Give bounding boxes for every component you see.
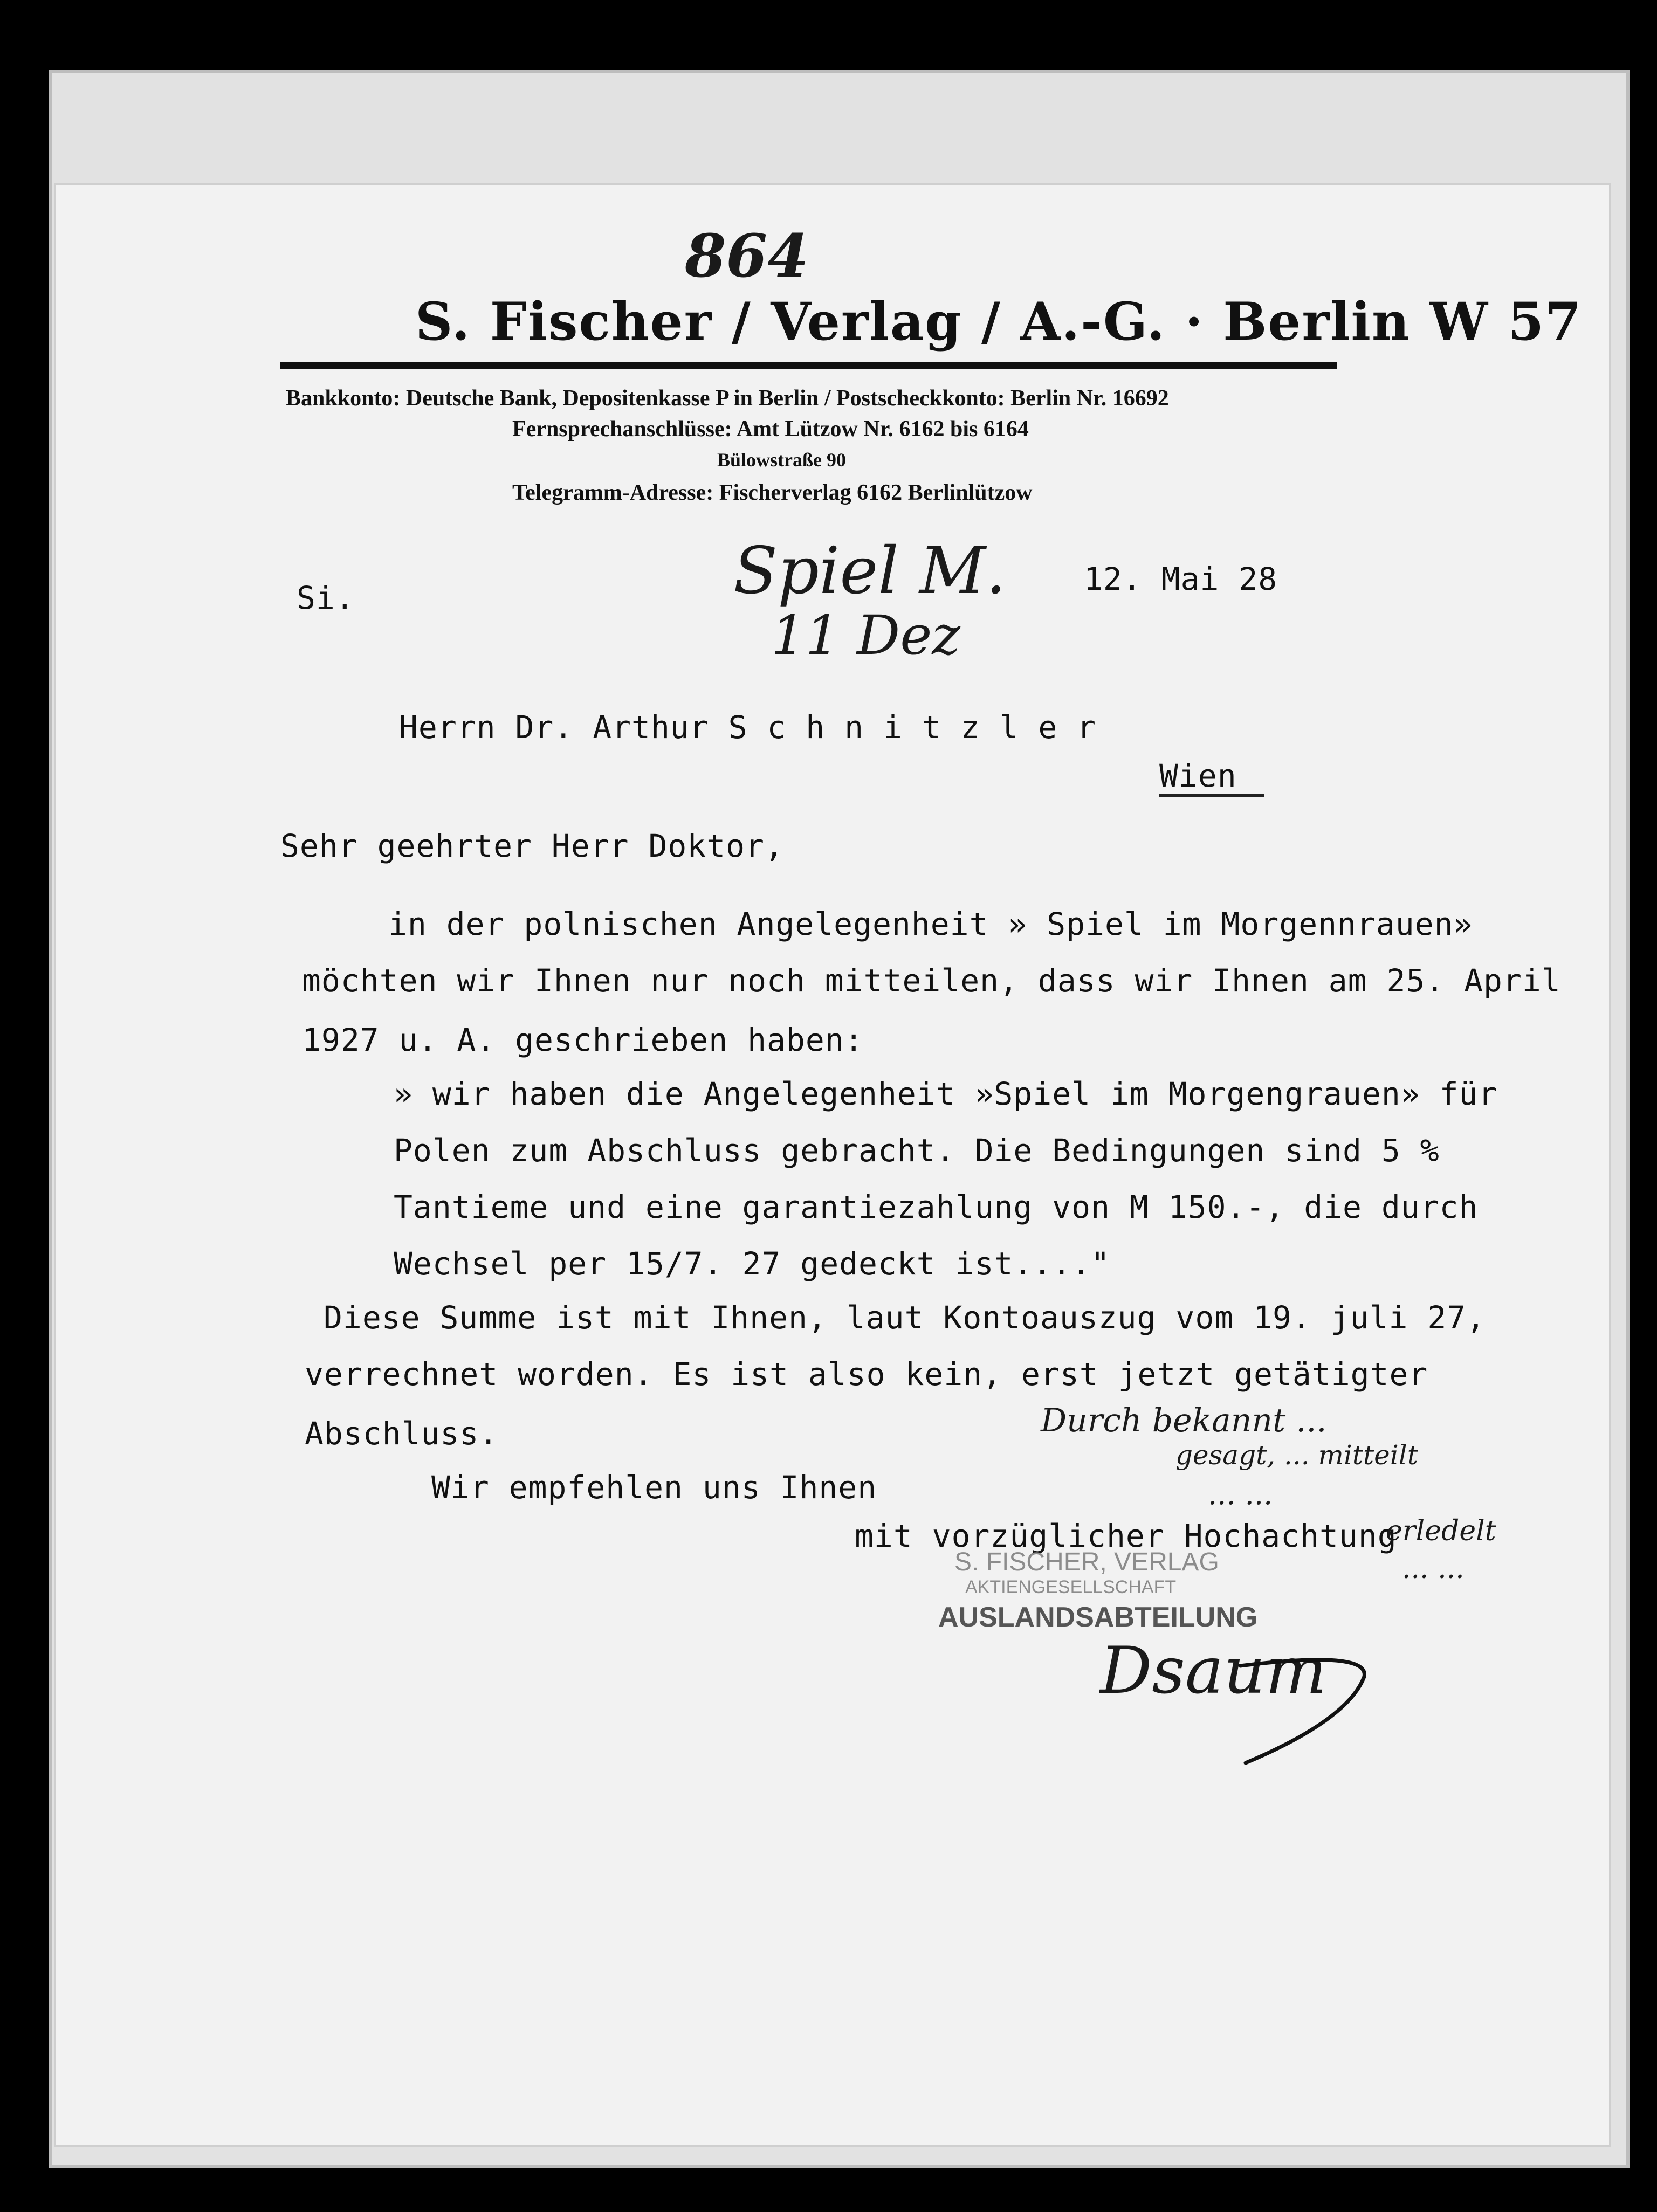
letterhead-rule xyxy=(280,362,1337,369)
quote-line-2: Polen zum Abschluss gebracht. Die Bedingungen sind 5 % xyxy=(394,1132,1440,1169)
quote-line-3: Tantieme und eine garantiezahlung von M 150.-, die durch xyxy=(394,1189,1479,1225)
body-paragraph-2-line-1: Diese Summe ist mit Ihnen, laut Kontoauszug vom 19. juli 27, xyxy=(324,1299,1486,1336)
handwritten-note-top-2: 11 Dez xyxy=(771,604,961,667)
body-paragraph-2-line-2: verrechnet worden. Es ist also kein, erst jetzt getätigter xyxy=(305,1356,1428,1393)
company-stamp-line-2: AKTIENGESELLSCHAFT xyxy=(965,1577,1177,1597)
company-stamp-line-3: AUSLANDSABTEILUNG xyxy=(938,1602,1258,1633)
body-paragraph-1-line-1: in der polnischen Angelegenheit » Spiel im Morgennrauen» xyxy=(388,906,1473,942)
company-stamp-line-1: S. FISCHER, VERLAG xyxy=(954,1548,1219,1576)
quote-line-4: Wechsel per 15/7. 27 gedeckt ist...." xyxy=(394,1245,1111,1282)
handwritten-margin-note-3: ... ... xyxy=(1208,1477,1273,1511)
handwritten-margin-note-2: gesagt, ... mitteilt xyxy=(1175,1439,1418,1471)
archive-number: 864 xyxy=(685,221,809,291)
handwritten-note-top-1: Spiel M. xyxy=(733,534,1006,609)
letter-date: 12. Mai 28 xyxy=(1084,561,1278,597)
handwritten-margin-note-4: erledelt xyxy=(1386,1515,1496,1547)
letterhead-title: S. Fischer / Verlag / A.-G. · Berlin W 57 xyxy=(415,291,1583,352)
quote-line-1: » wir haben die Angelegenheit »Spiel im Morgengrauen» für xyxy=(394,1076,1498,1112)
body-paragraph-2-line-3: Abschluss. xyxy=(305,1415,499,1452)
letterhead-phone-line: Fernsprechanschlüsse: Amt Lützow Nr. 6162 bis 6164 xyxy=(512,417,1029,442)
letterhead-street-line: Bülowstraße 90 xyxy=(717,449,847,471)
letterhead-bank-line: Bankkonto: Deutsche Bank, Depositenkasse P in Berlin / Postscheckkonto: Berlin Nr. 16692 xyxy=(286,386,1169,411)
signature-flourish xyxy=(1229,1644,1402,1774)
body-paragraph-1-line-3: 1927 u. A. geschrieben haben: xyxy=(302,1022,864,1058)
body-paragraph-1-line-2: möchten wir Ihnen nur noch mitteilen, dass wir Ihnen am 25. April xyxy=(302,962,1561,999)
reference-mark: Si. xyxy=(297,580,355,616)
handwritten-margin-note-5: ... ... xyxy=(1402,1553,1465,1585)
closing-regards: mit vorzüglicher Hochachtung xyxy=(855,1518,1397,1554)
letterhead-telegram-line: Telegramm-Adresse: Fischerverlag 6162 Berlinlützow xyxy=(512,480,1033,505)
signature: Dsaum xyxy=(1100,1634,1327,1708)
handwritten-margin-note-1: Durch bekannt ... xyxy=(1041,1402,1327,1439)
closing-recommend: Wir empfehlen uns Ihnen xyxy=(431,1469,877,1506)
salutation: Sehr geehrter Herr Doktor, xyxy=(280,828,784,864)
recipient-name: Herrn Dr. Arthur S c h n i t z l e r xyxy=(399,709,1097,746)
recipient-city: Wien xyxy=(1159,757,1264,797)
